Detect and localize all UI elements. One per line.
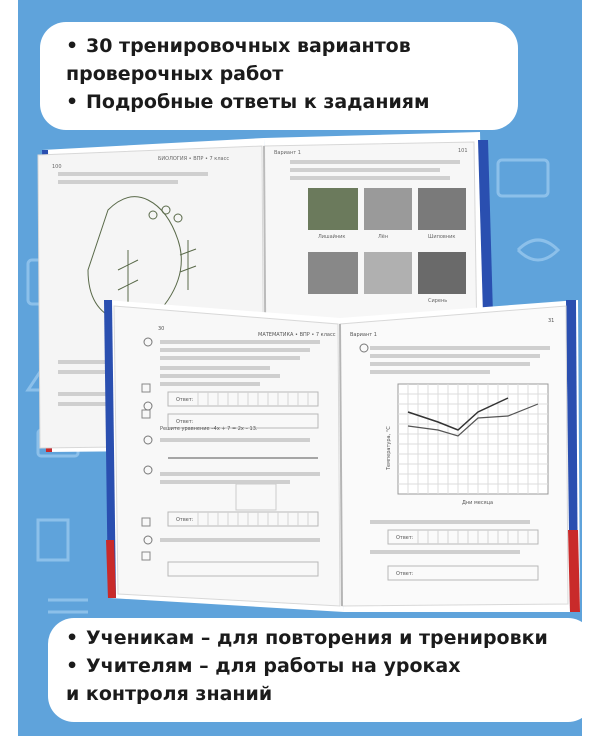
top-bullet-list: [66, 32, 430, 116]
bottom-info-card: [48, 618, 594, 722]
svg-text:Сирень: Сирень: [428, 298, 448, 304]
svg-text:100: 100: [52, 164, 62, 170]
svg-text:Ответ:: Ответ:: [176, 419, 194, 425]
svg-text:Дни месяца: Дни месяца: [462, 500, 494, 506]
svg-text:Решите уравнение –4x + 7 = 2x: Решите уравнение –4x + 7 = 2x – 13.: [160, 426, 258, 432]
svg-text:Вариант 1: Вариант 1: [350, 332, 377, 338]
top-info-card: [40, 22, 518, 130]
svg-text:Лишайник: Лишайник: [318, 234, 346, 240]
svg-text:Лён: Лён: [378, 234, 389, 240]
svg-text:Вариант 1: Вариант 1: [274, 150, 301, 156]
svg-text:30: 30: [158, 326, 165, 332]
svg-text:31: 31: [548, 318, 555, 324]
svg-text:Ответ:: Ответ:: [396, 535, 414, 541]
bullet-answers: • Подробные ответы к заданиям: [66, 88, 430, 116]
svg-text:Шиповник: Шиповник: [428, 234, 456, 240]
bottom-bullet-list: [66, 624, 548, 708]
svg-text:Ответ:: Ответ:: [176, 517, 194, 523]
bullet-teachers: • Учителям – для работы на уроках и контроля знаний: [66, 652, 548, 708]
temperature-chart: [398, 384, 548, 494]
svg-text:БИОЛОГИЯ • ВПР • 7 класс: БИОЛОГИЯ • ВПР • 7 класс: [158, 156, 230, 162]
svg-text:Ответ:: Ответ:: [176, 397, 194, 403]
svg-text:МАТЕМАТИКА • ВПР • 7 класс: МАТЕМАТИКА • ВПР • 7 класс: [258, 332, 336, 338]
bullet-students: • Ученикам – для повторения и тренировки: [66, 624, 548, 652]
svg-text:Ответ:: Ответ:: [396, 571, 414, 577]
svg-text:Температура, °С: Температура, °С: [386, 426, 392, 470]
bullet-variants: • 30 тренировочных вариантов проверочных работ: [66, 32, 430, 88]
svg-text:101: 101: [458, 148, 468, 154]
